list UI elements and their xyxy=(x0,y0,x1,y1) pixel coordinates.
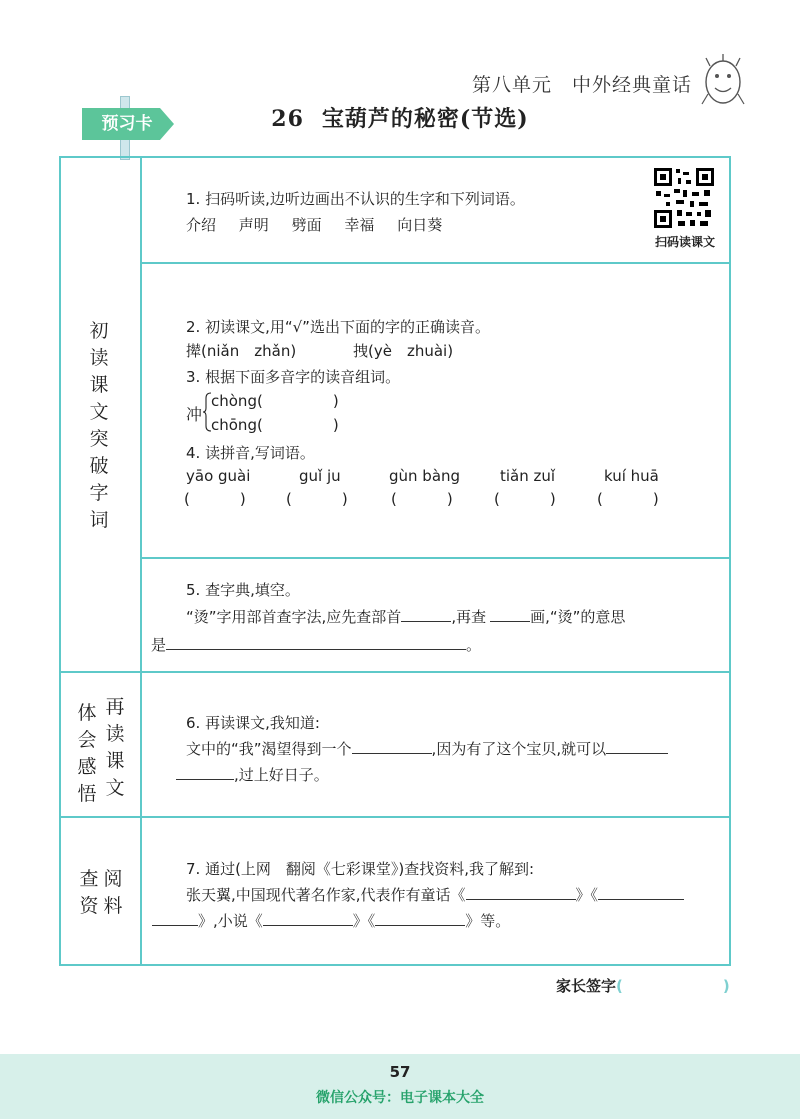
section-char: 破 xyxy=(89,455,109,477)
q6-blank-1[interactable] xyxy=(352,739,432,754)
paren-close: ) xyxy=(652,490,659,508)
section-label-reread xyxy=(104,694,126,802)
question-5: 5. 查字典,填空。 xyxy=(186,581,300,599)
q4-pinyin: gùn bàng xyxy=(389,467,461,485)
q3-char: 冲 xyxy=(186,405,203,424)
q6-text: 文中的“我”渴望得到一个 xyxy=(186,740,352,758)
q7-text: 》《 xyxy=(352,912,376,930)
q3-close: ) xyxy=(332,416,339,434)
parent-signature xyxy=(556,975,730,996)
q3-row-1 xyxy=(211,392,339,410)
section-char: 料 xyxy=(103,895,123,917)
section-char: 字 xyxy=(89,482,109,504)
question-2: 2. 初读课文,用“√”选出下面的字的正确读音。 xyxy=(186,318,490,336)
wechat-credit: 微信公众号：电子课本大全 xyxy=(316,1090,484,1106)
q6-blank-3[interactable] xyxy=(176,765,234,780)
qr-code[interactable] xyxy=(652,166,716,230)
q7-blank-novel-1[interactable] xyxy=(263,911,353,926)
paren-close: ) xyxy=(446,490,453,508)
paren-close: ) xyxy=(341,490,348,508)
q2-char: 拽 xyxy=(353,342,369,360)
section-char: 查 xyxy=(79,868,99,890)
table-divider-row xyxy=(141,262,731,264)
q2-options[interactable]: (yè zhuài) xyxy=(368,342,454,360)
q7-text: 》《 xyxy=(575,886,599,904)
section-char: 读 xyxy=(105,723,125,745)
unit-label: 第八单元 xyxy=(471,74,552,96)
mascot-illustration xyxy=(700,52,746,108)
q5-text: 是 xyxy=(151,636,167,654)
section-char: 文 xyxy=(105,777,125,799)
q5-blank-radical[interactable] xyxy=(401,607,451,622)
paren-open: ( xyxy=(184,490,190,508)
paren-open: ( xyxy=(391,490,397,508)
section-label-lookup xyxy=(78,866,100,920)
q6-line-1 xyxy=(186,738,668,759)
q3-row-2 xyxy=(211,416,339,434)
qr-caption: 扫码读课文 xyxy=(654,235,715,249)
q7-blank-fairy-1[interactable] xyxy=(466,885,576,900)
table-divider-row xyxy=(59,816,731,818)
section-char: 读 xyxy=(89,347,109,369)
q7-line-2 xyxy=(152,910,510,931)
q2-item-1 xyxy=(186,340,296,361)
q1-word: 劈面 xyxy=(291,216,322,234)
q6-blank-2[interactable] xyxy=(606,739,668,754)
section-label-feel xyxy=(76,700,98,808)
q7-text: 张天翼,中国现代著名作家,代表作有童话《 xyxy=(186,886,466,904)
q1-word: 声明 xyxy=(238,216,269,234)
question-4: 4. 读拼音,写词语。 xyxy=(186,444,315,462)
q2-item-2 xyxy=(353,340,453,361)
q6-text: ,过上好日子。 xyxy=(234,766,329,784)
section-label-words xyxy=(88,426,110,534)
q3-pinyin: chōng( xyxy=(211,416,263,434)
q5-text: 画,“烫”的意思 xyxy=(530,608,626,626)
q4-pinyin: guǐ ju xyxy=(299,467,341,485)
signature-label: 家长签字 xyxy=(556,977,617,995)
q5-blank-strokes[interactable] xyxy=(490,607,530,622)
lesson-title xyxy=(0,102,800,133)
q3-close: ) xyxy=(332,392,339,410)
q2-char: 撵 xyxy=(186,342,202,360)
table-divider-row xyxy=(141,557,731,559)
section-char: 资 xyxy=(79,895,99,917)
section-label-materials xyxy=(102,866,124,920)
signature-paren-close: ) xyxy=(722,977,730,995)
section-char: 再 xyxy=(105,696,125,718)
section-char: 课 xyxy=(89,374,109,396)
q7-blank-novel-2[interactable] xyxy=(375,911,465,926)
section-char: 感 xyxy=(77,756,97,778)
section-char: 文 xyxy=(89,401,109,423)
table-divider-row xyxy=(59,671,731,673)
q7-text: 》等。 xyxy=(465,912,511,930)
signature-paren-open: ( xyxy=(616,977,623,995)
q4-answer-box[interactable] xyxy=(184,490,246,508)
section-char: 词 xyxy=(89,509,109,531)
q7-blank-fairy-2-cont[interactable] xyxy=(152,911,198,926)
question-1: 1. 扫码听读,边听边画出不认识的生字和下列词语。 xyxy=(186,190,525,208)
q4-pinyin: kuí huā xyxy=(604,467,659,485)
q4-answer-box[interactable] xyxy=(597,490,659,508)
q5-text: 。 xyxy=(466,636,482,654)
q1-word: 向日葵 xyxy=(397,216,443,234)
lesson-number: 26 xyxy=(271,106,304,132)
question-6: 6. 再读课文,我知道: xyxy=(186,714,320,732)
q1-word-list xyxy=(186,214,442,235)
section-char: 突 xyxy=(89,428,109,450)
q4-pinyin: yāo guài xyxy=(186,467,251,485)
unit-theme: 中外经典童话 xyxy=(571,74,692,96)
q6-line-2 xyxy=(176,764,329,785)
badge-label: 预习卡 xyxy=(101,114,153,134)
q5-blank-meaning[interactable] xyxy=(166,635,466,650)
q5-line-2 xyxy=(151,634,481,655)
question-3: 3. 根据下面多音字的读音组词。 xyxy=(186,368,401,386)
lesson-name: 宝葫芦的秘密(节选) xyxy=(321,106,529,132)
page-number: 57 xyxy=(389,1063,411,1081)
q1-word: 介绍 xyxy=(186,216,217,234)
q5-text: ,再查 xyxy=(451,608,487,626)
section-char: 课 xyxy=(105,750,125,772)
section-char: 会 xyxy=(77,729,97,751)
q4-pinyin: tiǎn zuǐ xyxy=(500,467,556,485)
q7-text: 》,小说《 xyxy=(198,912,263,930)
q4-answer-box[interactable] xyxy=(391,490,453,508)
q4-answer-box[interactable] xyxy=(286,490,348,508)
paren-close: ) xyxy=(239,490,246,508)
section-char: 阅 xyxy=(103,868,123,890)
question-7: 7. 通过(上网 翻阅《七彩课堂》)查找资料,我了解到: xyxy=(186,860,535,878)
q5-text: “烫”字用部首查字法,应先查部首 xyxy=(186,608,402,626)
q2-options[interactable]: (niǎn zhǎn) xyxy=(201,342,297,360)
paren-open: ( xyxy=(597,490,603,508)
unit-header xyxy=(472,70,692,97)
section-char: 初 xyxy=(89,320,109,342)
q6-text: ,因为有了这个宝贝,就可以 xyxy=(431,740,607,758)
section-char: 悟 xyxy=(77,783,97,805)
q7-line-1 xyxy=(186,884,684,905)
q3-pinyin: chòng( xyxy=(211,392,263,410)
q5-line-1 xyxy=(186,606,625,627)
paren-open: ( xyxy=(286,490,292,508)
q7-blank-fairy-2[interactable] xyxy=(598,885,684,900)
section-char: 体 xyxy=(77,702,97,724)
paren-open: ( xyxy=(494,490,500,508)
section-label-read xyxy=(88,318,110,426)
table-divider-vertical xyxy=(140,156,142,966)
paren-close: ) xyxy=(549,490,556,508)
q4-answer-box[interactable] xyxy=(494,490,556,508)
q1-word: 幸福 xyxy=(344,216,375,234)
worksheet-table xyxy=(59,156,731,966)
